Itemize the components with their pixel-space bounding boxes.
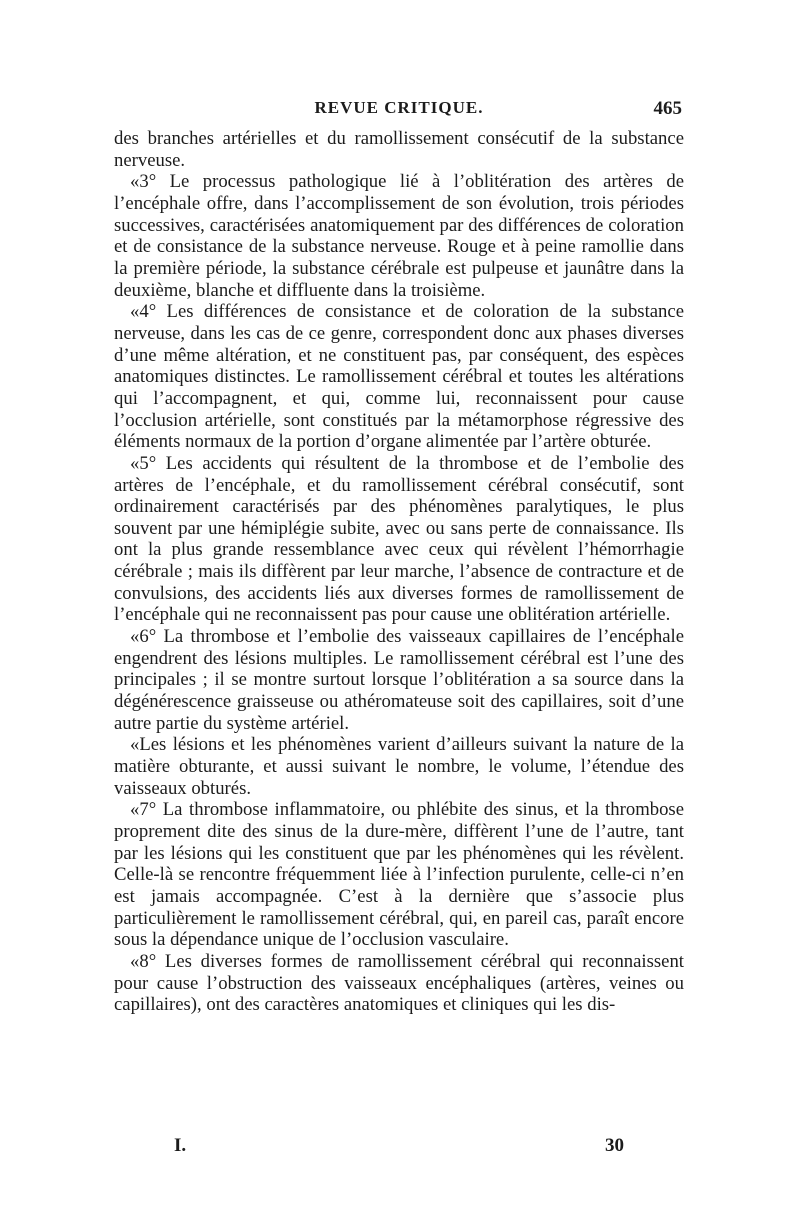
signature-mark: I.: [174, 1135, 187, 1156]
paragraph-4: «4° Les différences de consistance et de coloration de la substance nerveuse, dans les cas de ce genre, correspondent donc aux phases diverses d’une même altération, et ne constituent pas, par conséquent, des espèces anatomiques distinctes. Le ramollissement cérébral et toutes les altérations qui l’accompagnent, et qui, comme lui, reconnaissent pour cause l’occlusion artérielle, sont constitués par la métamorphose régressive des éléments normaux de la portion d’organe alimentée par l’artère obturée.: [114, 301, 684, 453]
body-text: [114, 128, 684, 1016]
paragraph-6: «6° La thrombose et l’embolie des vaisseaux capillaires de l’encéphale engendrent des lésions multiples. Le ramollissement cérébral est l’une des principales ; il se montre surtout lorsque l’oblitération a sa source dans la dégénérescence graisseuse ou athéromateuse soit des capillaires, soit d’une autre partie du système artériel.: [114, 626, 684, 734]
paragraph-continuation: des branches artérielles et du ramollissement consécutif de la substance nerveuse.: [114, 128, 684, 171]
running-title: REVUE CRITIQUE.: [314, 98, 484, 117]
paragraph-7: «7° La thrombose inflammatoire, ou phlébite des sinus, et la thrombose proprement dite des sinus de la dure-mère, diffèrent l’une de l’autre, tant par les lésions qui les constituent que par les phénomènes qui les révèlent. Celle-là se rencontre fréquemment liée à l’infection purulente, celle-ci n’en est jamais accompagnée. C’est à la dernière que s’associe plus particulièrement le ramollissement cérébral, qui, en pareil cas, paraît encore sous la dépendance unique de l’occlusion vasculaire.: [114, 799, 684, 951]
page-number: 465: [653, 98, 682, 119]
page-footer: [174, 1135, 624, 1161]
page: [114, 98, 684, 1016]
paragraph-3: «3° Le processus pathologique lié à l’oblitération des artères de l’encéphale offre, dans l’accomplissement de son évolution, trois périodes successives, caractérisées anatomiquement par des différences de coloration et de consistance de la substance nerveuse. Rouge et à peine ramollie dans la première période, la substance cérébrale est pulpeuse et jaunâtre dans la deuxième, blanche et diffluente dans la troisième.: [114, 171, 684, 301]
paragraph-5: «5° Les accidents qui résultent de la thrombose et de l’embolie des artères de l’encéphale, et du ramollissement cérébral consécutif, sont ordinairement caractérisés par des phénomènes paralytiques, le plus souvent par une hémiplégie subite, avec ou sans perte de connaissance. Ils ont la plus grande ressemblance avec ceux qui révèlent l’hémorrhagie cérébrale ; mais ils diffèrent par leur marche, l’absence de contracture et de convulsions, des accidents liés aux diverses formes de ramollissement de l’encéphale qui ne reconnaissent pas pour cause une oblitération artérielle.: [114, 452, 684, 626]
running-head: [114, 98, 684, 128]
paragraph-lesions: «Les lésions et les phénomènes varient d’ailleurs suivant la nature de la matière obturante, et aussi suivant le nombre, le volume, l’étendue des vaisseaux obturés.: [114, 734, 684, 799]
sheet-number: 30: [605, 1135, 624, 1156]
paragraph-8: «8° Les diverses formes de ramollissement cérébral qui reconnaissent pour cause l’obstruction des vaisseaux encéphaliques (artères, veines ou capillaires), ont des caractères anatomiques et cliniques qui les dis-: [114, 950, 684, 1016]
